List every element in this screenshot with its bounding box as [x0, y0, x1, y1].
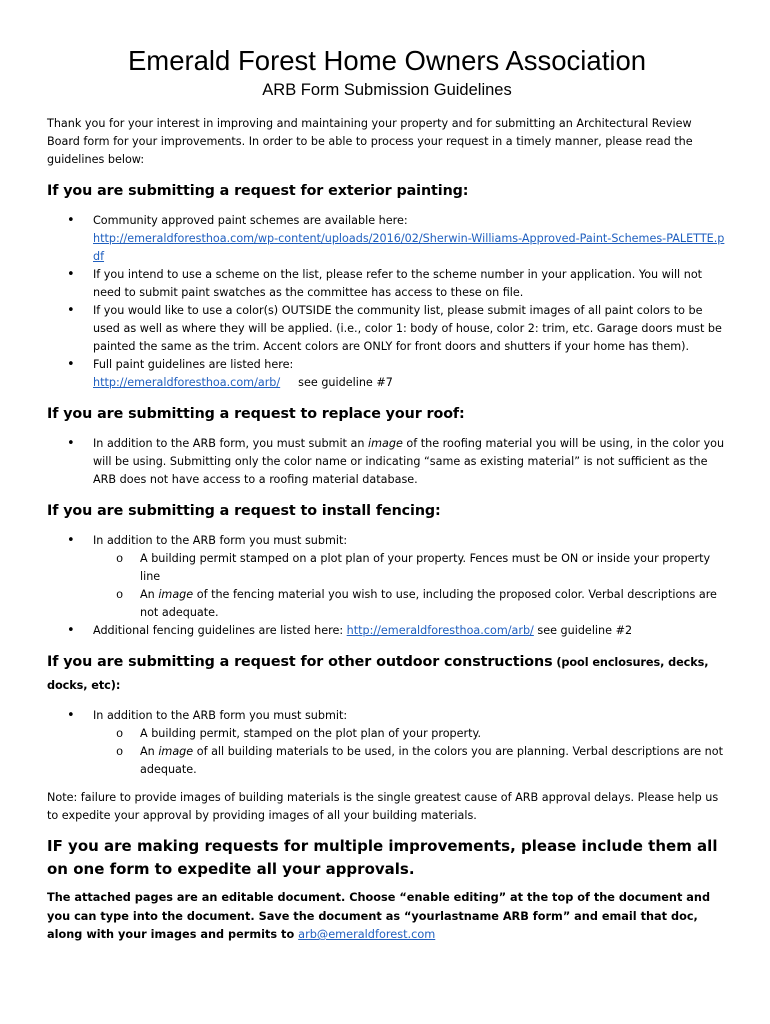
sub-list-item — [93, 743, 727, 779]
note-paragraph: Note: failure to provide images of building materials is the single greatest cause of ARB approval delays. Please help us to expedite your approval by providing images of all your building materials. — [47, 791, 719, 822]
fencing-guidelines-link[interactable]: http://emeraldforesthoa.com/arb/ — [346, 624, 534, 637]
list-item-text: Additional fencing guidelines are listed here: — [93, 624, 347, 637]
page-subtitle: ARB Form Submission Guidelines — [262, 81, 512, 99]
list-item: • If you intend to use a scheme on the list, please refer to the scheme number in your application. You will not need to submit paint swatches as the committee has access to these on file. — [47, 266, 727, 302]
guideline-ref: see guideline #7 — [298, 376, 393, 389]
emphasis: image — [158, 588, 194, 601]
list-item: • If you would like to use a color(s) OUTSIDE the community list, please submit images of all paint colors to be used as well as where they will be applied. (i.e., color 1: body of house, color 2: trim, etc. Garage doors must be painted the same as the trim. Accent colors are ONLY for front doors and shutters if your home has them). — [47, 302, 727, 356]
list-item — [47, 532, 727, 622]
painting-heading: If you are submitting a request for exterior painting: — [47, 183, 469, 199]
roof-heading: If you are submitting a request to replace your roof: — [47, 406, 465, 422]
outdoor-heading — [47, 651, 727, 697]
text-run: of the fencing material you wish to use, including the proposed color. Verbal descriptions are not adequate. — [140, 588, 717, 619]
paint-schemes-link[interactable]: http://emeraldforesthoa.com/wp-content/uploads/2016/02/Sherwin-Williams-Approved-Paint-Schemes-PALETTE.pdf — [93, 232, 725, 263]
list-item — [47, 435, 727, 489]
list-item-text: Full paint guidelines are listed here: — [93, 358, 294, 371]
editing-instructions — [47, 889, 727, 945]
list-item-text: In addition to the ARB form you must submit: — [93, 709, 348, 722]
roof-list — [47, 435, 727, 489]
sub-list-item — [93, 586, 727, 622]
text-run: An — [140, 588, 159, 601]
emphasis: image — [158, 745, 194, 758]
instructions-text: The attached pages are an editable document. Choose “enable editing” at the top of the document and you can type into the document. Save the document as “yourlastname ARB form” and email that doc, along with your images and permits to — [47, 891, 711, 941]
text-run: In addition to the ARB form, you must submit an — [93, 437, 369, 450]
page-title: Emerald Forest Home Owners Association — [127, 45, 647, 76]
outdoor-sublist — [93, 725, 727, 779]
fencing-heading: If you are submitting a request to install fencing: — [47, 503, 441, 519]
list-item — [47, 707, 727, 779]
heading-small-text: (pool enclosures, decks, docks, etc): — [47, 656, 709, 692]
guideline-ref: see guideline #2 — [533, 624, 633, 637]
text-run: of the roofing material you will be using, in the color you will be using. Submitting only the color name or indicating “same as existing material” is not sufficient as the ARB does not have access to a roofing material database. — [93, 437, 725, 486]
list-item-text: In addition to the ARB form you must submit: — [93, 534, 348, 547]
fencing-sublist — [93, 550, 727, 622]
sub-list-item: o A building permit stamped on a plot plan of your property. Fences must be ON or inside your property line — [93, 550, 727, 586]
text-run: An — [140, 745, 159, 758]
list-item — [47, 212, 727, 266]
fencing-list — [47, 532, 727, 640]
list-item-text: Community approved paint schemes are available here: — [93, 214, 408, 227]
list-item — [47, 356, 727, 392]
list-item — [47, 622, 727, 640]
outdoor-list — [47, 707, 727, 779]
multiple-requests-notice: IF you are making requests for multiple improvements, please include them all on one form to expedite all your approvals. — [47, 837, 718, 878]
intro-paragraph: Thank you for your interest in improving and maintaining your property and for submitting an Architectural Review Board form for your improvements. In order to be able to process your request in a timely manner, please read the guidelines below: — [47, 117, 693, 166]
document-page — [47, 40, 727, 945]
text-run: of all building materials to be used, in the colors you are planning. Verbal descriptions are not adequate. — [140, 745, 723, 776]
emphasis: image — [368, 437, 403, 450]
painting-list — [47, 212, 727, 392]
arb-guidelines-link[interactable]: http://emeraldforesthoa.com/arb/ — [93, 376, 281, 389]
email-link[interactable]: arb@emeraldforest.com — [298, 928, 436, 941]
sub-list-item: o A building permit, stamped on the plot plan of your property. — [93, 725, 727, 743]
heading-text: If you are submitting a request for other outdoor constructions — [47, 654, 553, 670]
